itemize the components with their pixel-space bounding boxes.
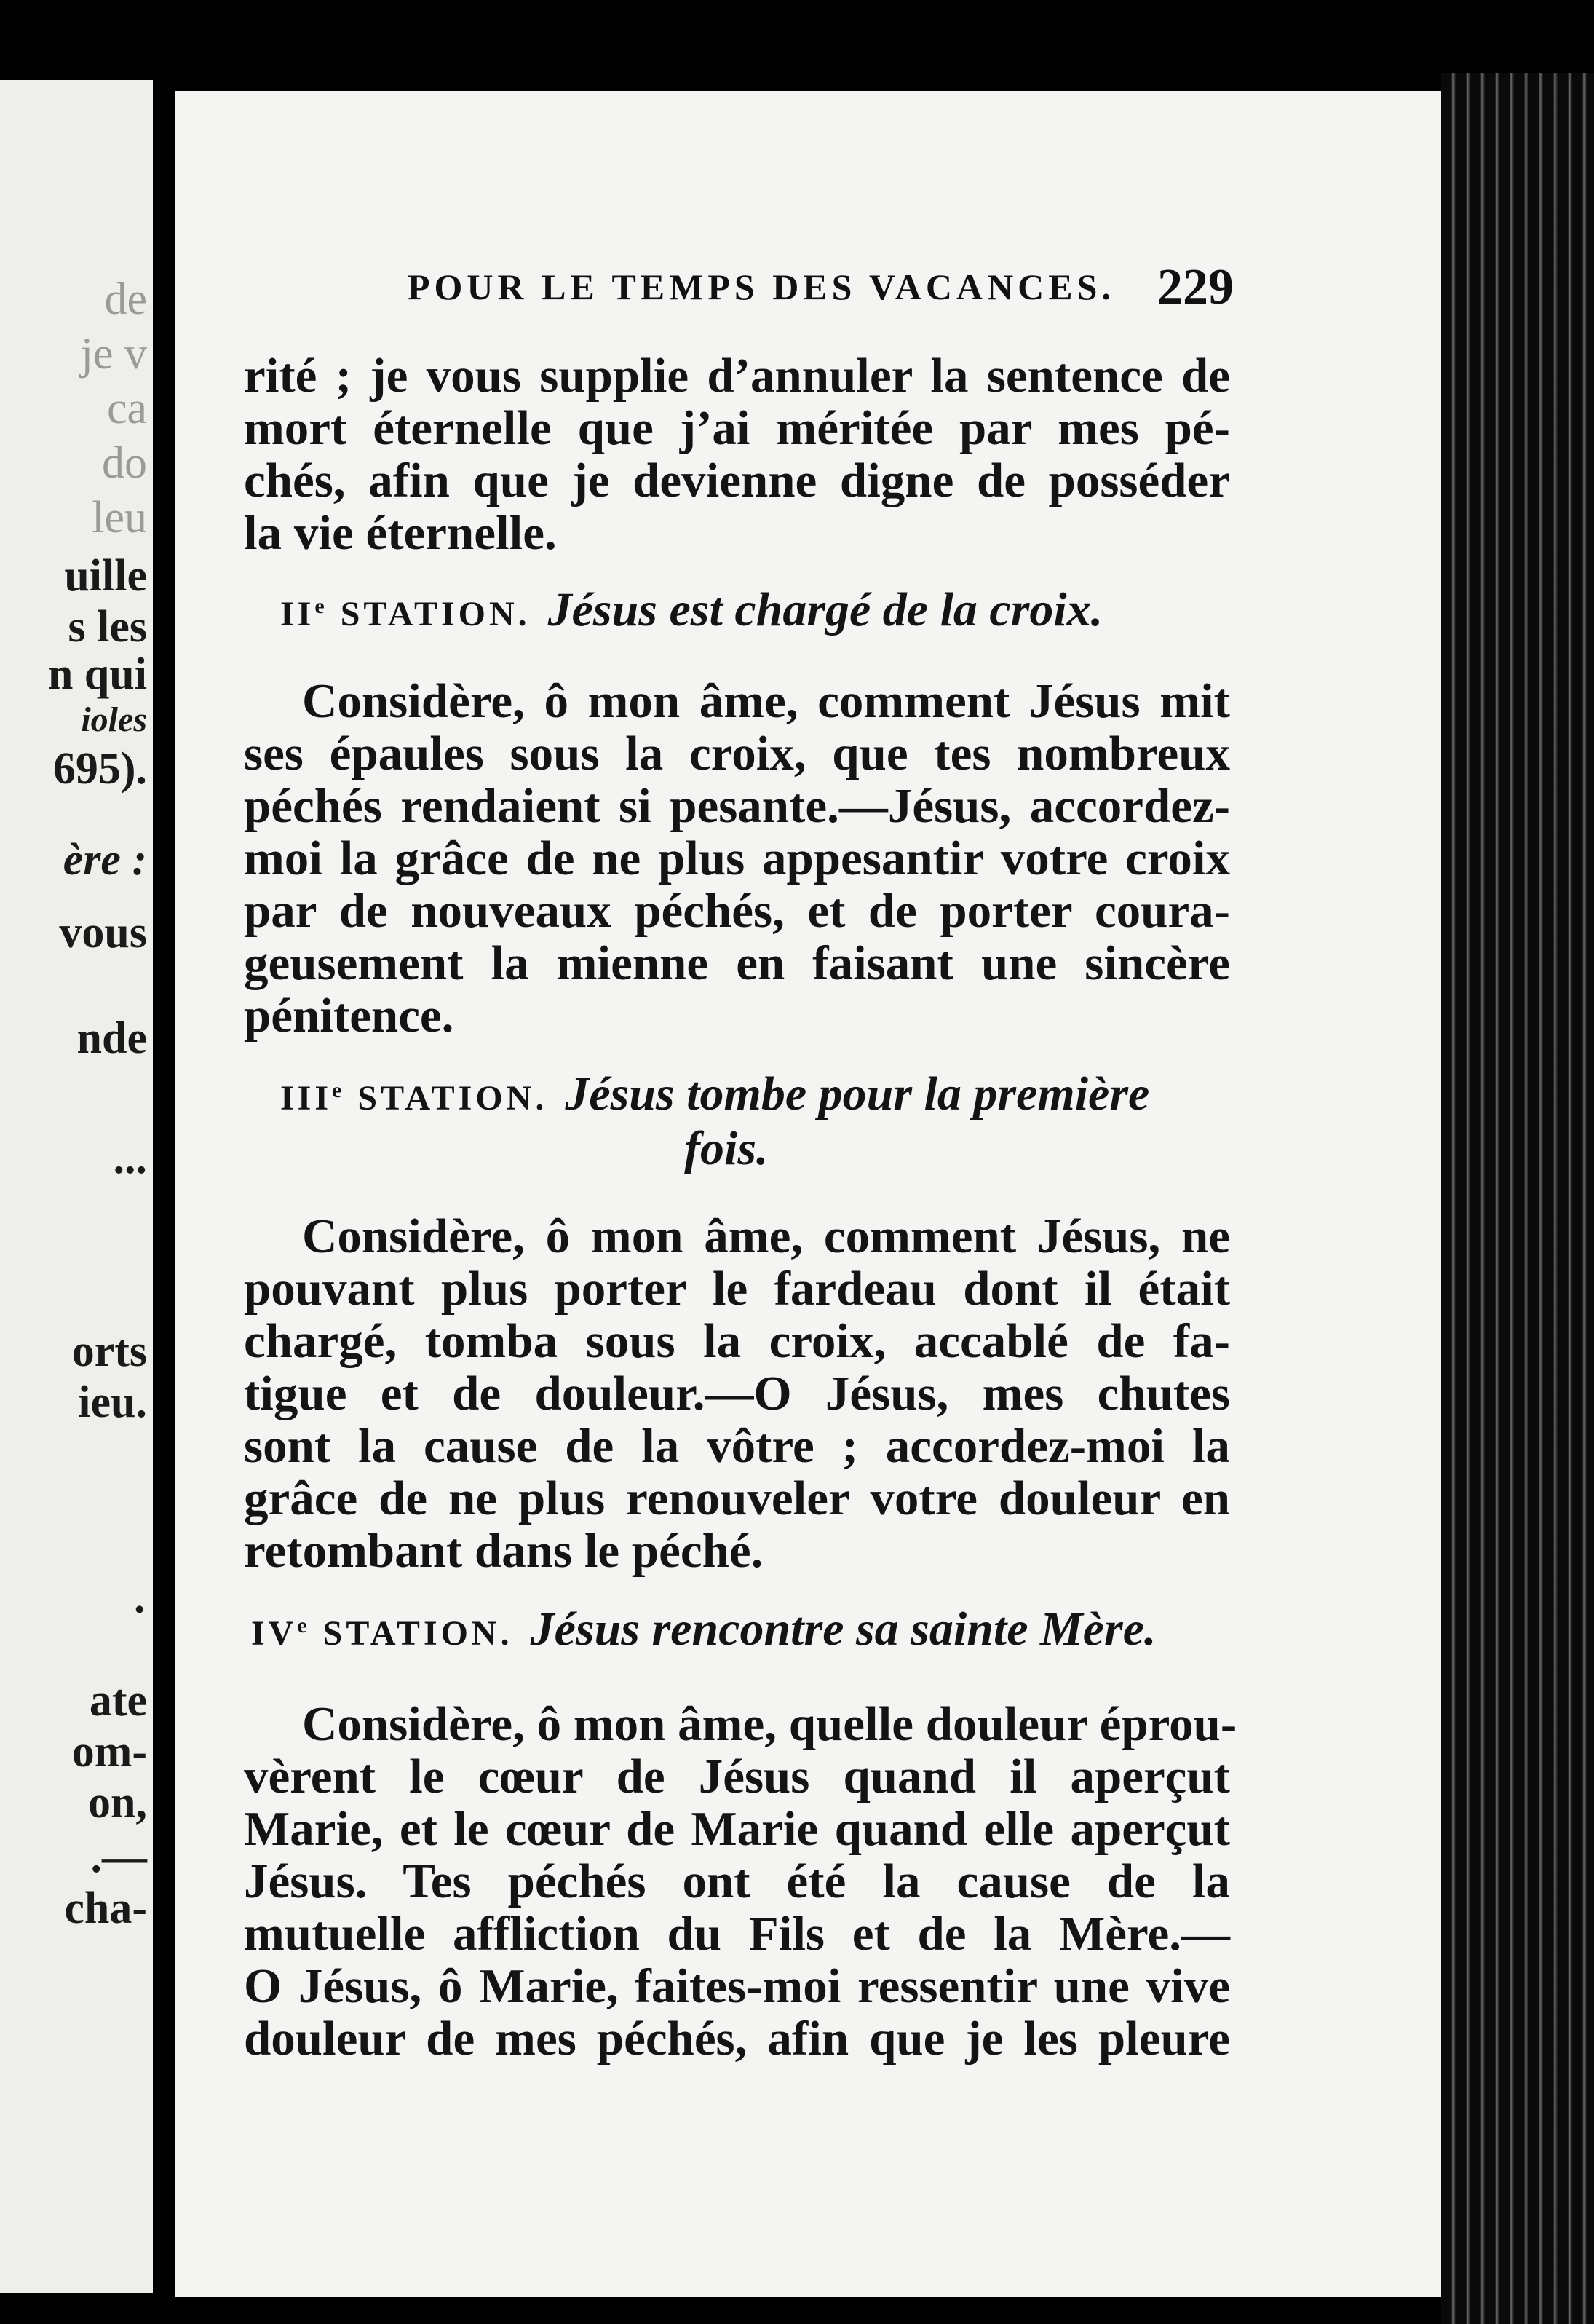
station-title-continued: fois. <box>684 1122 769 1175</box>
text-line: geusement la mienne en faisant une sincère <box>244 936 1230 990</box>
left-page-fragment: 695). <box>52 744 147 794</box>
text-line: la vie éternelle. <box>244 506 557 560</box>
text-line: tigue et de douleur.—O Jésus, mes chutes <box>244 1367 1230 1420</box>
station-title: Jésus tombe pour la première <box>565 1067 1150 1120</box>
left-page-fragment: orts <box>71 1327 147 1376</box>
text-line: pénitence. <box>244 989 454 1043</box>
text-line: mort éternelle que j’ai méritée par mes pé- <box>244 401 1230 455</box>
left-page-fragment: · <box>132 1585 147 1635</box>
text-line: chés, afin que je devienne digne de posséder <box>244 454 1230 507</box>
left-page-fragment: nde <box>76 1013 147 1063</box>
text-line: O Jésus, ô Marie, faites-moi ressentir une vive <box>244 1959 1230 2013</box>
station-heading-2 <box>280 583 1230 636</box>
station-number: IVe STATION. <box>251 1613 513 1653</box>
station-number: IIe STATION. <box>280 594 531 633</box>
left-page-fragment: do <box>102 438 147 488</box>
left-page-fragment: ioles <box>81 700 147 739</box>
left-page-fragment: de <box>104 274 147 324</box>
text-line: douleur de mes péchés, afin que je les pleure <box>244 2012 1230 2066</box>
left-page-fragment: je v <box>80 329 147 379</box>
left-page-fragment: ate <box>89 1676 147 1726</box>
adjacent-left-page <box>0 80 153 2293</box>
left-page-fragment: ... <box>113 1134 147 1183</box>
text-line: ses épaules sous la croix, que tes nombreux <box>244 727 1230 780</box>
book-page <box>175 91 1441 2297</box>
left-page-fragment: om- <box>71 1727 147 1776</box>
left-page-fragment: ieu. <box>78 1378 147 1427</box>
text-line: moi la grâce de ne plus appesantir votre croix <box>244 831 1230 885</box>
text-line: pouvant plus porter le fardeau dont il était <box>244 1262 1230 1316</box>
text-line: grâce de ne plus renouveler votre douleur en <box>244 1471 1230 1525</box>
text-line: vèrent le cœur de Jésus quand il aperçut <box>244 1750 1230 1803</box>
left-page-fragment: ère : <box>63 835 147 885</box>
left-page-fragment: vous <box>59 908 147 957</box>
station-heading-4 <box>251 1602 1230 1656</box>
text-line: Considère, ô mon âme, comment Jésus mit <box>302 674 1230 728</box>
page-header <box>175 258 1441 324</box>
text-line: Considère, ô mon âme, quelle douleur éprou- <box>302 1697 1237 1751</box>
left-page-fragment: .— <box>90 1833 147 1882</box>
station-number: IIIe STATION. <box>280 1078 548 1118</box>
text-line: sont la cause de la vôtre ; accordez-moi la <box>244 1419 1230 1473</box>
text-line: péchés rendaient si pesante.—Jésus, accordez- <box>244 779 1230 833</box>
station-title: Jésus rencontre sa sainte Mère. <box>530 1602 1157 1656</box>
text-line: par de nouveaux péchés, et de porter coura- <box>244 884 1230 938</box>
left-page-fragment: n qui <box>47 649 147 699</box>
left-page-fragment: uille <box>64 551 147 601</box>
page-number: 229 <box>1157 259 1234 315</box>
left-page-fragment: s les <box>68 602 147 652</box>
left-page-fragment: ca <box>106 384 147 433</box>
station-heading-3 <box>280 1067 1230 1120</box>
left-page-fragment: cha- <box>64 1884 147 1933</box>
text-line: Jésus. Tes péchés ont été la cause de la <box>244 1854 1230 1908</box>
text-line: Marie, et le cœur de Marie quand elle aperçut <box>244 1802 1230 1856</box>
text-line: chargé, tomba sous la croix, accablé de fa- <box>244 1314 1230 1368</box>
text-line: retombant dans le péché. <box>244 1524 764 1578</box>
text-line: rité ; je vous supplie d’annuler la sentence de <box>244 349 1230 403</box>
text-line: Considère, ô mon âme, comment Jésus, ne <box>302 1209 1230 1263</box>
station-title: Jésus est chargé de la croix. <box>547 583 1103 636</box>
book-edge <box>1441 73 1594 2324</box>
text-line: mutuelle affliction du Fils et de la Mère.— <box>244 1907 1230 1961</box>
running-title: POUR LE TEMPS DES VACANCES. <box>408 266 1115 307</box>
left-page-fragment: on, <box>88 1778 147 1827</box>
left-page-fragment: leu <box>92 493 147 542</box>
